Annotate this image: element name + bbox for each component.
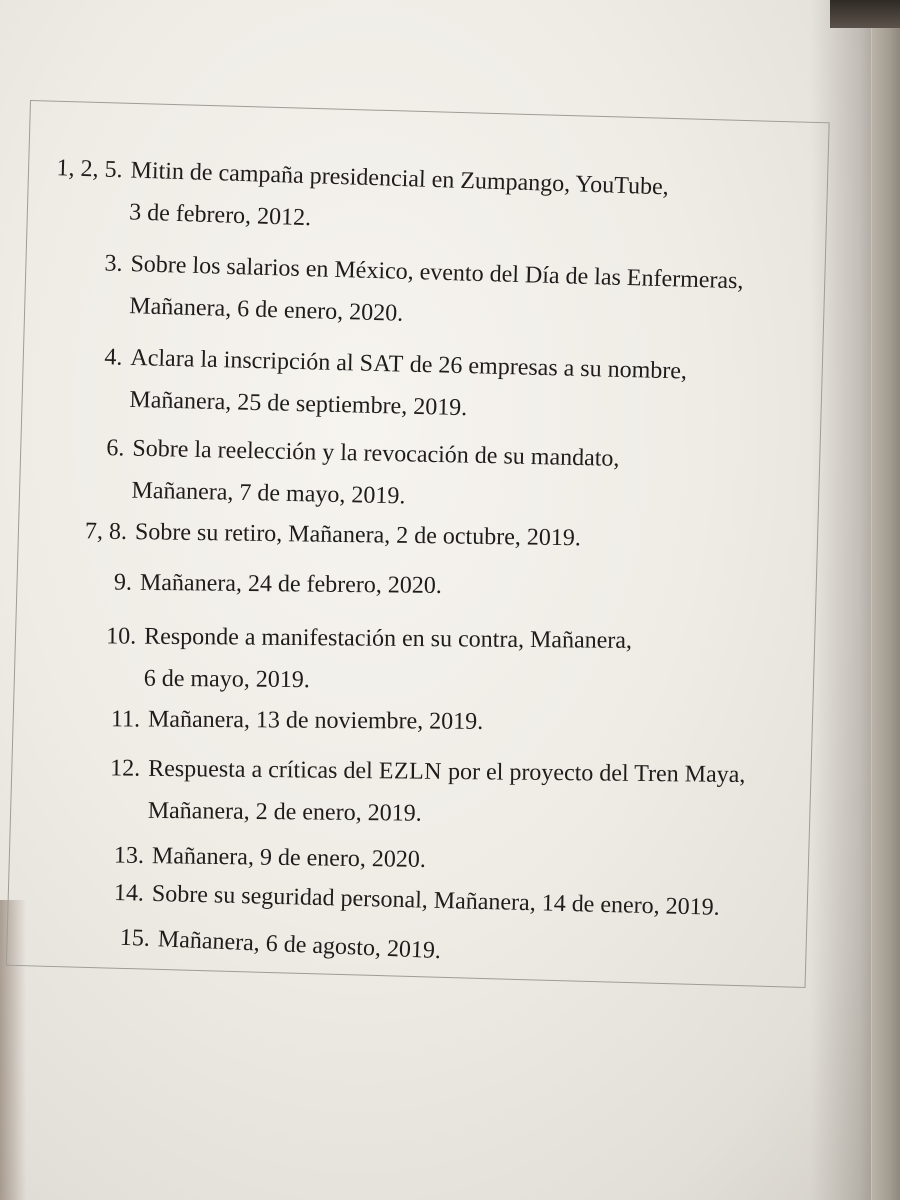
note-number: 9. [113, 569, 133, 596]
note-continuation: 3 de febrero, 2012. [128, 199, 312, 232]
note-abbreviation: SAT [359, 350, 405, 378]
note-text: Mitin de campaña presidencial en Zumpango, YouTube, [130, 157, 670, 201]
note-number: 6. [106, 435, 125, 462]
note-number: 4. [104, 344, 123, 371]
note-continuation: Mañanera, 2 de enero, 2019. [147, 797, 422, 827]
note-text: Mañanera, 24 de febrero, 2020. [139, 569, 442, 599]
note-continuation: Mañanera, 7 de mayo, 2019. [131, 477, 406, 510]
note-number: 12. [110, 755, 141, 782]
note-4 [51, 334, 688, 433]
note-3 [51, 240, 744, 343]
note-number: 13. [113, 842, 145, 869]
note-text: Mañanera, 9 de enero, 2020. [151, 843, 427, 873]
note-11 [70, 697, 484, 744]
note-number: 15. [119, 924, 151, 952]
note-continuation: Mañanera, 6 de enero, 2020. [128, 293, 404, 327]
note-text: Responde a manifestación en su contra, Mañanera, [144, 623, 633, 654]
note-text: Sobre los salarios en México, evento del Día de las Enfermeras, [130, 251, 744, 295]
note-number: 10. [106, 623, 137, 650]
note-text: Sobre la reelección y la revocación de su mandato, [132, 435, 620, 472]
note-continuation: 6 de mayo, 2019. [143, 665, 310, 694]
note-text: Sobre su seguridad personal, Mañanera, 14 de enero, 2019. [151, 880, 720, 921]
note-text: Mañanera, 6 de agosto, 2019. [157, 926, 442, 965]
note-1-2-5 [51, 146, 670, 249]
note-number: 1, 2, 5. [56, 155, 124, 184]
note-15 [79, 914, 442, 973]
note-12 [70, 746, 746, 837]
note-text: Sobre su retiro, Mañanera, 2 de octubre, 2019. [134, 519, 582, 552]
note-text: Aclara la inscripción al SAT de 26 empresas a su nombre, [130, 344, 688, 385]
note-number: 11. [110, 706, 141, 733]
note-number: 3. [104, 250, 123, 277]
note-9 [62, 560, 442, 608]
note-text: Respuesta a críticas del EZLN por el proyecto del Tren Maya, [148, 755, 746, 789]
note-7-8 [57, 509, 581, 560]
note-6 [53, 425, 620, 521]
note-10 [66, 614, 633, 703]
note-number: 14. [113, 879, 145, 907]
note-abbreviation: EZLN [378, 758, 443, 785]
note-text: Mañanera, 13 de noviembre, 2019. [147, 706, 484, 735]
note-number: 7, 8. [84, 518, 128, 545]
note-continuation: Mañanera, 25 de septiembre, 2019. [129, 386, 468, 422]
